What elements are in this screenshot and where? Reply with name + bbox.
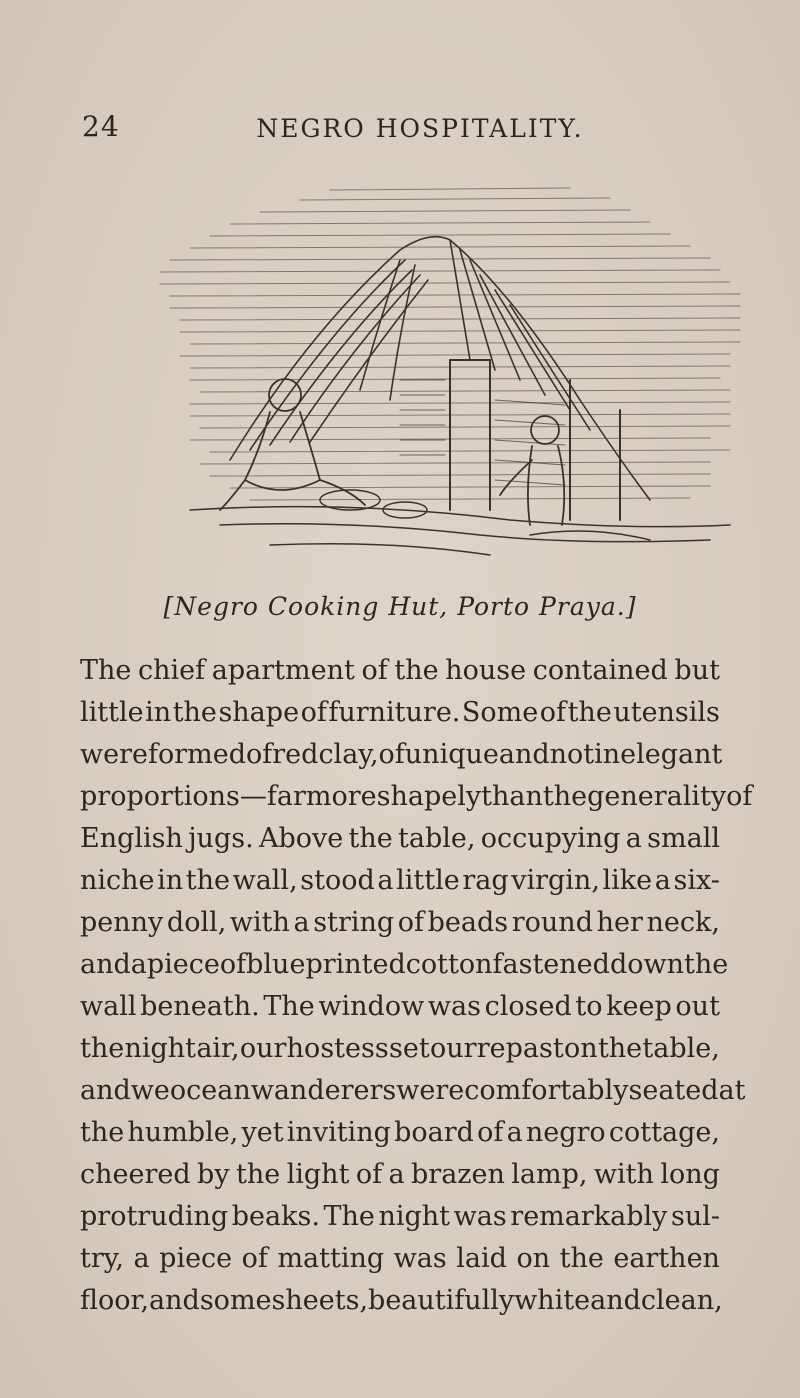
text-line: protruding beaks. The night was remarkably sul-: [80, 1201, 720, 1232]
text-line: try, a piece of matting was laid on the earthen: [80, 1243, 720, 1274]
text-line: niche in the wall, stood a little rag virgin, like a six-: [80, 865, 720, 896]
text-line: The chief apartment of the house contained but: [80, 655, 720, 686]
text-line: floor, and some sheets, beautifully white and clean,: [80, 1285, 723, 1316]
text-line: English jugs. Above the table, occupying a small: [80, 823, 720, 854]
text-line: the night air, our hostess set our repast on the table,: [80, 1033, 720, 1064]
page-header: [0, 110, 800, 150]
text-line: cheered by the light of a brazen lamp, with long: [80, 1159, 720, 1190]
body-text: [80, 650, 753, 1322]
text-line: the humble, yet inviting board of a negro cottage,: [80, 1117, 720, 1148]
running-head: NEGRO HOSPITALITY.: [256, 114, 584, 143]
text-line: and a piece of blue printed cotton fastened down the: [80, 949, 729, 980]
text-line: proportions—far more shapely than the generality of: [80, 781, 753, 812]
text-line: were formed of red clay, of unique and not inelegant: [80, 739, 723, 770]
illustration-caption: [Negro Cooking Hut, Porto Praya.]: [163, 592, 637, 621]
page-number: 24: [82, 110, 120, 143]
engraving-illustration: [150, 180, 750, 590]
text-line: little in the shape of furniture. Some of the utensils: [80, 697, 720, 728]
text-line: penny doll, with a string of beads round her neck,: [80, 907, 720, 938]
text-line: wall beneath. The window was closed to keep out: [80, 991, 720, 1022]
text-line: and we ocean wanderers were comfortably seated at: [80, 1075, 746, 1106]
